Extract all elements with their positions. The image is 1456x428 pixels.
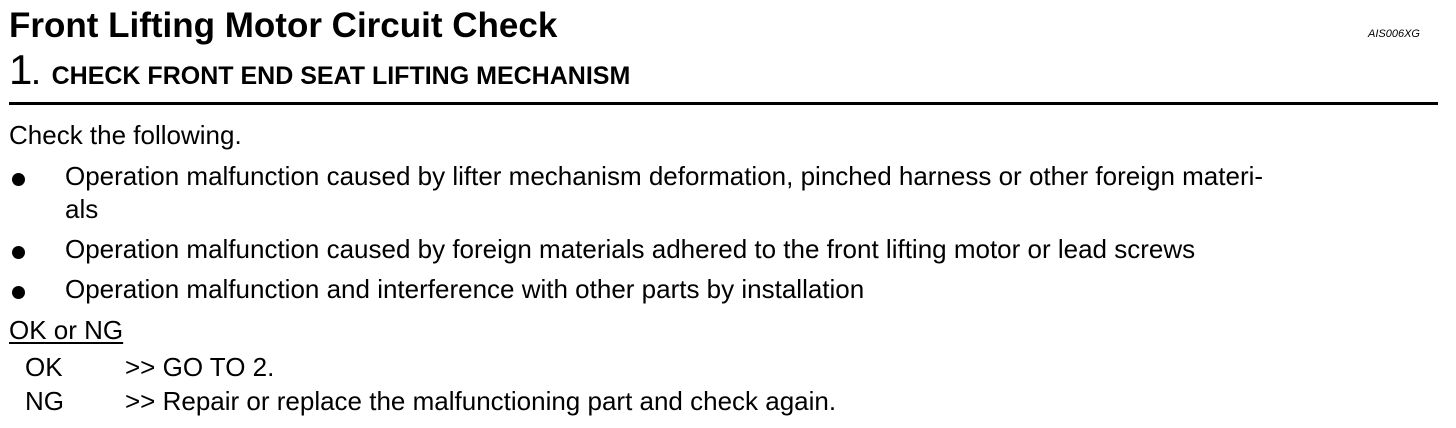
- list-item-line: als: [65, 194, 99, 224]
- step-number: 1: [9, 46, 33, 93]
- list-item: [9, 160, 1429, 226]
- section-divider: [9, 102, 1438, 105]
- list-item-line: Operation malfunction caused by foreign materials adhered to the front lifting motor or lead screws: [65, 234, 1196, 264]
- list-item-line: Operation malfunction caused by lifter mechanism deformation, pinched harness or other foreign materi-: [65, 161, 1264, 191]
- reference-code: AIS006XG: [1368, 28, 1420, 40]
- step-title: CHECK FRONT END SEAT LIFTING MECHANISM: [51, 62, 631, 90]
- result-heading: OK or NG: [9, 315, 124, 345]
- list-item: [9, 273, 1429, 306]
- list-item: [9, 233, 1429, 266]
- list-item-line: Operation malfunction and interference with other parts by installation: [65, 274, 865, 304]
- bullet-icon: [12, 173, 25, 186]
- page-title: Front Lifting Motor Circuit Check: [9, 6, 558, 45]
- result-code: NG: [25, 386, 64, 416]
- step-heading: [9, 46, 630, 94]
- result-action: >> GO TO 2.: [125, 352, 275, 382]
- result-code: OK: [25, 352, 63, 382]
- bullet-icon: [12, 286, 25, 299]
- check-list: [9, 160, 1429, 313]
- result-action: >> Repair or replace the malfunctioning part and check again.: [125, 386, 837, 416]
- bullet-icon: [12, 246, 25, 259]
- intro-text: Check the following.: [9, 120, 242, 150]
- step-number-dot: .: [32, 60, 40, 90]
